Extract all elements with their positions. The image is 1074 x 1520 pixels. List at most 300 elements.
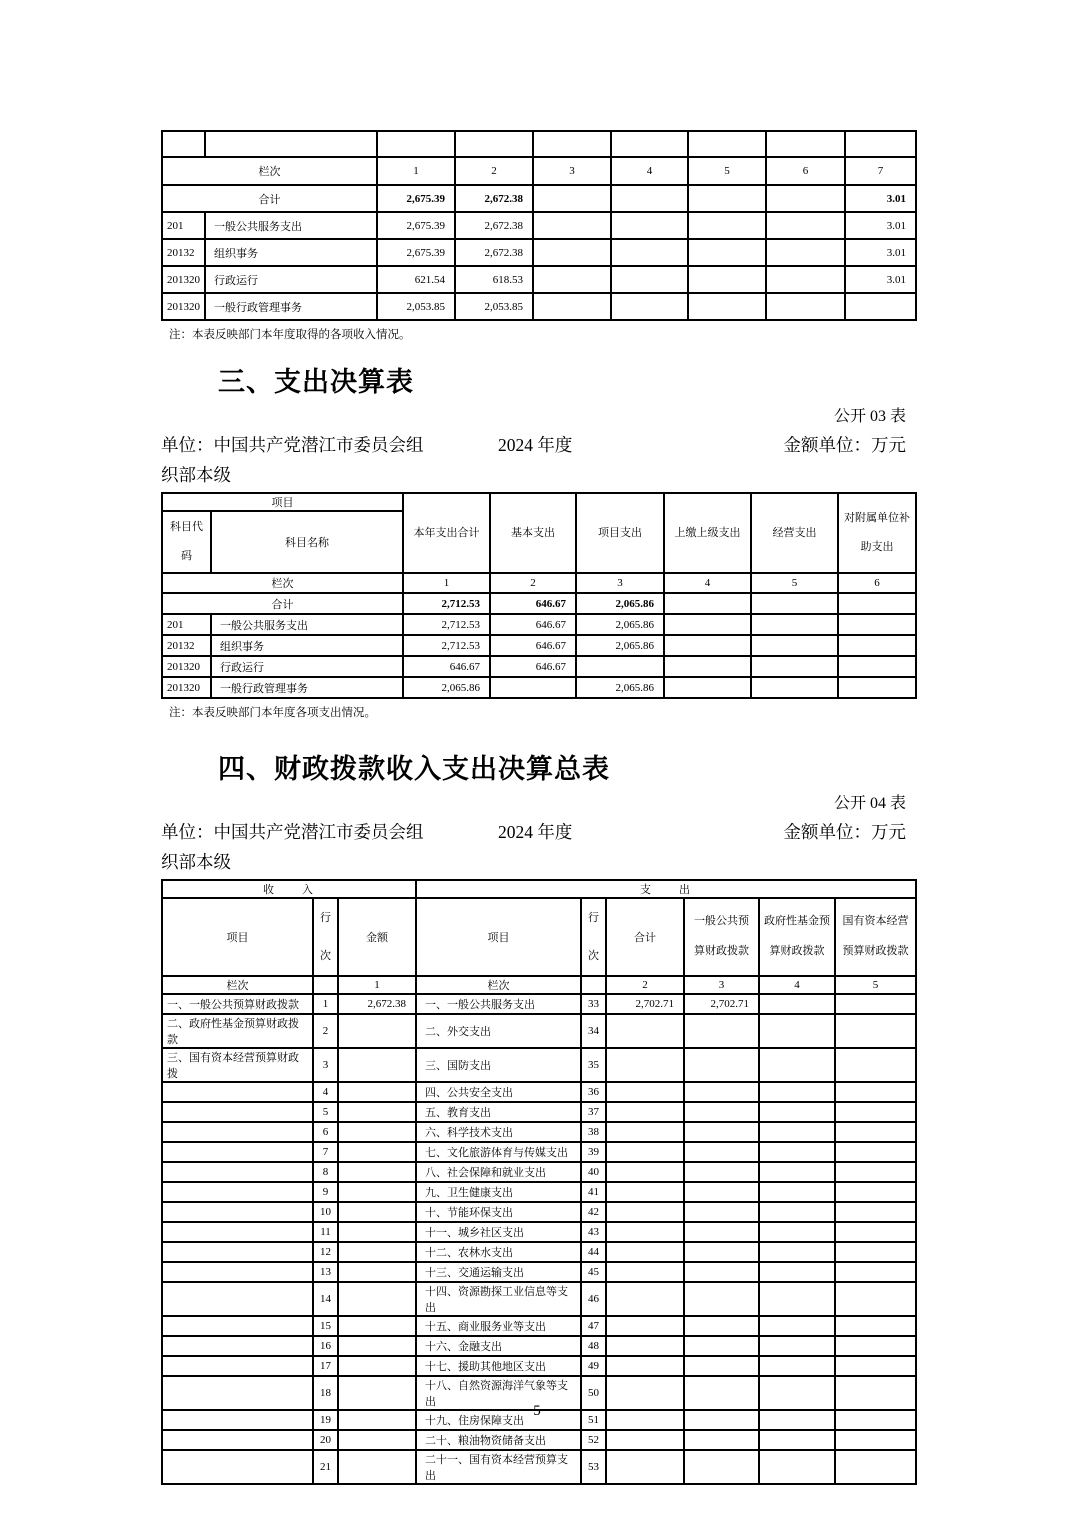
value-cell: 2,065.86 — [576, 635, 664, 656]
column-index-row — [162, 573, 916, 593]
total-value: 2,065.86 — [576, 593, 664, 614]
total-row — [162, 593, 916, 614]
expense-line-no-cell: 33 — [581, 994, 606, 1014]
total-value — [664, 593, 751, 614]
value-cell: 646.67 — [403, 656, 490, 677]
expense-line-no-cell: 40 — [581, 1162, 606, 1182]
expense-line-no-cell: 44 — [581, 1242, 606, 1262]
state-capital-cell — [835, 1048, 916, 1082]
total-label: 合计 — [162, 593, 403, 614]
name-header: 科目名称 — [211, 511, 403, 573]
value-cell: 2,065.86 — [576, 677, 664, 698]
expense-group-header: 支 出 — [416, 880, 916, 898]
general-budget-cell — [684, 1222, 759, 1242]
state-capital-cell — [835, 1430, 916, 1450]
subject-name-cell: 一般公共服务支出 — [205, 212, 377, 239]
subject-code-cell: 201 — [162, 614, 211, 635]
income-line-no-cell: 16 — [313, 1336, 338, 1356]
state-capital-cell — [835, 1242, 916, 1262]
income-line-no-cell: 19 — [313, 1410, 338, 1430]
expense-item-cell: 六、科学技术支出 — [416, 1122, 581, 1142]
col-header: 对附属单位补助支出 — [838, 493, 916, 573]
expense-line-no-cell: 41 — [581, 1182, 606, 1202]
total-value: 2,675.39 — [377, 185, 455, 212]
gov-fund-cell — [759, 1122, 835, 1142]
gov-fund-cell — [759, 1142, 835, 1162]
table-row — [162, 1242, 916, 1262]
value-cell: 2,675.39 — [377, 239, 455, 266]
income-line-header: 行次 — [313, 898, 338, 976]
income-line-no-cell: 3 — [313, 1048, 338, 1082]
expense-item-cell: 十一、城乡社区支出 — [416, 1222, 581, 1242]
expense-line-no-cell: 49 — [581, 1356, 606, 1376]
state-capital-cell — [835, 1336, 916, 1356]
state-capital-cell — [835, 1222, 916, 1242]
general-budget-header: 一般公共预算财政拨款 — [684, 898, 759, 976]
income-item-cell — [162, 1262, 313, 1282]
income-item-cell — [162, 1162, 313, 1182]
value-cell — [766, 266, 845, 293]
total-value — [766, 185, 845, 212]
general-budget-cell — [684, 1048, 759, 1082]
fiscal-year: 2024 年度 — [498, 435, 573, 455]
income-line-no-cell: 11 — [313, 1222, 338, 1242]
general-budget-cell — [684, 1182, 759, 1202]
gov-fund-cell — [759, 1222, 835, 1242]
subject-name-cell: 一般行政管理事务 — [205, 293, 377, 320]
state-capital-cell — [835, 1162, 916, 1182]
total-label: 合计 — [162, 185, 377, 212]
value-cell — [838, 656, 916, 677]
value-cell — [688, 293, 766, 320]
gov-fund-cell — [759, 1082, 835, 1102]
expense-item-cell: 十五、商业服务业等支出 — [416, 1316, 581, 1336]
expense-line-no-cell: 38 — [581, 1122, 606, 1142]
income-item-cell — [162, 1222, 313, 1242]
income-table-note: 注：本表反映部门本年度取得的各项收入情况。 — [169, 329, 411, 341]
expense-item-cell: 四、公共安全支出 — [416, 1082, 581, 1102]
expense-table-note: 注：本表反映部门本年度各项支出情况。 — [169, 707, 376, 719]
subject-code-cell: 20132 — [162, 635, 211, 656]
col-no: 4 — [611, 157, 688, 185]
expense-total-cell — [606, 1222, 684, 1242]
expense-line-no-cell: 48 — [581, 1336, 606, 1356]
empty-cell — [313, 976, 338, 994]
total-value — [838, 593, 916, 614]
value-cell — [766, 239, 845, 266]
subject-code-cell: 201320 — [162, 293, 205, 320]
income-amount-cell — [338, 1222, 416, 1242]
col-no: 4 — [664, 573, 751, 593]
total-value — [751, 593, 838, 614]
income-amount-cell: 2,672.38 — [338, 994, 416, 1014]
expense-item-cell: 十九、住房保障支出 — [416, 1410, 581, 1430]
value-cell — [664, 677, 751, 698]
total-value — [688, 185, 766, 212]
value-cell — [838, 635, 916, 656]
table-row — [162, 1014, 916, 1048]
table-row — [162, 1048, 916, 1082]
empty-cell — [611, 131, 688, 157]
income-amount-cell — [338, 1048, 416, 1082]
value-cell — [688, 212, 766, 239]
income-amount-cell — [338, 1202, 416, 1222]
general-budget-cell: 2,702.71 — [684, 994, 759, 1014]
subject-name-cell: 行政运行 — [205, 266, 377, 293]
subject-code-cell: 201320 — [162, 656, 211, 677]
total-value: 646.67 — [490, 593, 576, 614]
value-cell: 3.01 — [845, 239, 916, 266]
income-amount-cell — [338, 1356, 416, 1376]
expense-line-no-cell: 35 — [581, 1048, 606, 1082]
expense-total-cell — [606, 1082, 684, 1102]
value-cell: 2,712.53 — [403, 635, 490, 656]
col-no: 7 — [845, 157, 916, 185]
income-line-no-cell: 9 — [313, 1182, 338, 1202]
general-budget-cell — [684, 1014, 759, 1048]
total-value: 2,672.38 — [455, 185, 533, 212]
state-capital-cell — [835, 1202, 916, 1222]
gov-fund-cell — [759, 1048, 835, 1082]
income-line-no-cell: 18 — [313, 1376, 338, 1410]
income-item-cell — [162, 1122, 313, 1142]
expense-line-no-cell: 47 — [581, 1316, 606, 1336]
expense-line-no-cell: 46 — [581, 1282, 606, 1316]
table-row — [162, 1336, 916, 1356]
general-budget-cell — [684, 1142, 759, 1162]
expense-item-cell: 十八、自然资源海洋气象等支出 — [416, 1376, 581, 1410]
income-item-cell — [162, 1282, 313, 1316]
table-row — [162, 1282, 916, 1316]
table-row — [162, 677, 916, 698]
expense-total-cell — [606, 1014, 684, 1048]
table-row — [162, 1222, 916, 1242]
state-capital-cell — [835, 1356, 916, 1376]
general-budget-cell — [684, 1262, 759, 1282]
empty-cell — [533, 131, 611, 157]
state-capital-cell — [835, 1450, 916, 1484]
expense-total-cell — [606, 1282, 684, 1316]
col-no: 3 — [533, 157, 611, 185]
unit-name: 单位：中国共产党潜江市委员会组织部本级 — [161, 822, 424, 872]
income-item-cell — [162, 1316, 313, 1336]
expense-total-cell — [606, 1142, 684, 1162]
col-header: 本年支出合计 — [403, 493, 490, 573]
income-line-no-cell: 13 — [313, 1262, 338, 1282]
expense-line-no-cell: 39 — [581, 1142, 606, 1162]
income-line-no-cell: 14 — [313, 1282, 338, 1316]
value-cell — [664, 656, 751, 677]
general-budget-cell — [684, 1336, 759, 1356]
section-title-summary: 四、财政拨款收入支出决算总表 — [218, 754, 610, 784]
income-group-header: 收 入 — [162, 880, 416, 898]
gov-fund-cell — [759, 1430, 835, 1450]
lanci-label: 栏次 — [162, 573, 403, 593]
income-item-cell — [162, 1430, 313, 1450]
gov-fund-cell — [759, 1014, 835, 1048]
empty-cell — [205, 131, 377, 157]
value-cell — [533, 212, 611, 239]
table-row — [162, 1430, 916, 1450]
amount-unit: 金额单位：万元 — [783, 435, 906, 455]
income-item-cell — [162, 1082, 313, 1102]
income-line-no-cell: 20 — [313, 1430, 338, 1450]
subject-name-cell: 一般公共服务支出 — [211, 614, 403, 635]
page-content — [161, 130, 915, 1485]
value-cell — [766, 212, 845, 239]
income-line-no-cell: 4 — [313, 1082, 338, 1102]
table-row — [162, 1162, 916, 1182]
expense-total-cell — [606, 1336, 684, 1356]
unit-name: 单位：中国共产党潜江市委员会组织部本级 — [161, 435, 424, 485]
subject-code-cell: 201 — [162, 212, 205, 239]
expense-total-cell — [606, 1356, 684, 1376]
empty-cell — [455, 131, 533, 157]
value-cell — [533, 266, 611, 293]
table-row — [162, 1262, 916, 1282]
table-row — [162, 1182, 916, 1202]
subject-name-cell: 组织事务 — [211, 635, 403, 656]
col-no: 2 — [455, 157, 533, 185]
general-budget-cell — [684, 1102, 759, 1122]
value-cell — [688, 266, 766, 293]
table-row — [162, 131, 916, 157]
total-value: 2,712.53 — [403, 593, 490, 614]
income-amount-cell — [338, 1262, 416, 1282]
income-amount-cell — [338, 1102, 416, 1122]
table-row — [162, 266, 916, 293]
table-row — [162, 1356, 916, 1376]
page-number: 5 — [533, 1403, 541, 1419]
value-cell — [611, 212, 688, 239]
value-cell: 3.01 — [845, 266, 916, 293]
empty-cell — [162, 131, 205, 157]
gov-fund-cell — [759, 1202, 835, 1222]
expense-line-no-cell: 51 — [581, 1410, 606, 1430]
table-row — [162, 1082, 916, 1102]
col-no: 1 — [377, 157, 455, 185]
expense-total-cell — [606, 1182, 684, 1202]
expense-total-cell — [606, 1202, 684, 1222]
expense-line-header: 行次 — [581, 898, 606, 976]
general-budget-cell — [684, 1450, 759, 1484]
value-cell — [664, 614, 751, 635]
state-capital-cell — [835, 1282, 916, 1316]
subject-code-cell: 201320 — [162, 677, 211, 698]
value-cell: 2,065.86 — [403, 677, 490, 698]
general-budget-cell — [684, 1282, 759, 1316]
gov-fund-cell — [759, 994, 835, 1014]
expense-item-cell: 十、节能环保支出 — [416, 1202, 581, 1222]
gov-fund-cell — [759, 1182, 835, 1202]
col-no: 2 — [606, 976, 684, 994]
group-header-row — [162, 880, 916, 898]
unit-info-line — [161, 817, 915, 879]
lanci-label: 栏次 — [162, 157, 377, 185]
header-row — [162, 493, 916, 511]
state-capital-cell — [835, 1182, 916, 1202]
general-budget-cell — [684, 1356, 759, 1376]
income-item-cell — [162, 1182, 313, 1202]
code-header: 科目代码 — [162, 511, 211, 573]
lanci-label: 栏次 — [162, 976, 313, 994]
col-no: 1 — [338, 976, 416, 994]
subject-name-cell: 一般行政管理事务 — [211, 677, 403, 698]
table-row — [162, 1202, 916, 1222]
value-cell — [576, 656, 664, 677]
expense-total-cell — [606, 1316, 684, 1336]
value-cell — [766, 293, 845, 320]
gov-fund-cell — [759, 1162, 835, 1182]
income-line-no-cell: 1 — [313, 994, 338, 1014]
expense-item-cell: 二十、粮油物资储备支出 — [416, 1430, 581, 1450]
expense-item-cell: 二、外交支出 — [416, 1014, 581, 1048]
col-no: 2 — [490, 573, 576, 593]
income-amount-cell — [338, 1182, 416, 1202]
income-amount-cell — [338, 1142, 416, 1162]
col-header: 上缴上级支出 — [664, 493, 751, 573]
general-budget-cell — [684, 1202, 759, 1222]
col-no: 5 — [835, 976, 916, 994]
expense-table — [161, 492, 917, 699]
total-value: 3.01 — [845, 185, 916, 212]
value-cell — [751, 614, 838, 635]
value-cell: 3.01 — [845, 212, 916, 239]
value-cell: 621.54 — [377, 266, 455, 293]
income-amount-cell — [338, 1014, 416, 1048]
column-index-row — [162, 976, 916, 994]
table-row — [162, 614, 916, 635]
header-row — [162, 898, 916, 976]
expense-total-cell — [606, 1242, 684, 1262]
table-row — [162, 635, 916, 656]
expense-project-header: 项目 — [416, 898, 581, 976]
state-capital-cell — [835, 1102, 916, 1122]
income-amount-cell — [338, 1282, 416, 1316]
section-title-expense: 三、支出决算表 — [218, 367, 414, 397]
value-cell — [533, 239, 611, 266]
general-budget-cell — [684, 1242, 759, 1262]
income-line-no-cell: 6 — [313, 1122, 338, 1142]
table-row — [162, 1450, 916, 1484]
value-cell: 2,065.86 — [576, 614, 664, 635]
income-item-cell — [162, 1142, 313, 1162]
value-cell: 2,053.85 — [377, 293, 455, 320]
value-cell — [490, 677, 576, 698]
col-header: 项目支出 — [576, 493, 664, 573]
expense-line-no-cell: 53 — [581, 1450, 606, 1484]
expense-item-cell: 十六、金融支出 — [416, 1336, 581, 1356]
col-no: 6 — [766, 157, 845, 185]
subject-name-cell: 行政运行 — [211, 656, 403, 677]
income-line-no-cell: 10 — [313, 1202, 338, 1222]
value-cell — [533, 293, 611, 320]
col-no: 5 — [751, 573, 838, 593]
table-row — [162, 293, 916, 320]
value-cell — [751, 677, 838, 698]
col-header: 基本支出 — [490, 493, 576, 573]
state-capital-cell — [835, 1122, 916, 1142]
expense-total-cell — [606, 1450, 684, 1484]
table-row — [162, 1316, 916, 1336]
income-amount-cell — [338, 1242, 416, 1262]
expense-total-cell — [606, 1048, 684, 1082]
value-cell: 2,672.38 — [455, 239, 533, 266]
expense-item-cell: 一、一般公共服务支出 — [416, 994, 581, 1014]
col-header: 经营支出 — [751, 493, 838, 573]
state-capital-cell — [835, 1142, 916, 1162]
income-item-cell — [162, 1102, 313, 1122]
income-line-no-cell: 21 — [313, 1450, 338, 1484]
value-cell: 2,053.85 — [455, 293, 533, 320]
income-amount-cell — [338, 1082, 416, 1102]
income-line-no-cell: 7 — [313, 1142, 338, 1162]
value-cell: 646.67 — [490, 614, 576, 635]
amount-unit: 金额单位：万元 — [783, 822, 906, 842]
expense-total-cell — [606, 1430, 684, 1450]
expense-item-cell: 十七、援助其他地区支出 — [416, 1356, 581, 1376]
value-cell — [838, 614, 916, 635]
total-value — [533, 185, 611, 212]
col-no: 3 — [684, 976, 759, 994]
lanci-label: 栏次 — [416, 976, 581, 994]
total-header: 合计 — [606, 898, 684, 976]
expense-total-cell: 2,702.71 — [606, 994, 684, 1014]
expense-item-cell: 三、国防支出 — [416, 1048, 581, 1082]
income-item-cell — [162, 1356, 313, 1376]
table-row — [162, 212, 916, 239]
gov-fund-cell — [759, 1316, 835, 1336]
expense-item-cell: 八、社会保障和就业支出 — [416, 1162, 581, 1182]
gov-fund-cell — [759, 1282, 835, 1316]
empty-cell — [845, 131, 916, 157]
gov-fund-cell — [759, 1356, 835, 1376]
value-cell — [751, 656, 838, 677]
income-item-cell — [162, 1202, 313, 1222]
income-table — [161, 130, 917, 321]
subject-code-cell: 201320 — [162, 266, 205, 293]
total-row — [162, 185, 916, 212]
table-row — [162, 656, 916, 677]
expense-line-no-cell: 36 — [581, 1082, 606, 1102]
col-no: 6 — [838, 573, 916, 593]
expense-item-cell: 十二、农林水支出 — [416, 1242, 581, 1262]
value-cell: 2,672.38 — [455, 212, 533, 239]
expense-line-no-cell: 50 — [581, 1376, 606, 1410]
unit-info-line — [161, 430, 915, 492]
income-item-cell: 三、国有资本经营预算财政拨 — [162, 1048, 313, 1082]
value-cell: 618.53 — [455, 266, 533, 293]
general-budget-cell — [684, 1122, 759, 1142]
value-cell — [845, 293, 916, 320]
table-row — [162, 994, 916, 1014]
general-budget-cell — [684, 1162, 759, 1182]
col-no: 3 — [576, 573, 664, 593]
income-item-cell: 一、一般公共预算财政拨款 — [162, 994, 313, 1014]
expense-total-cell — [606, 1102, 684, 1122]
income-line-no-cell: 2 — [313, 1014, 338, 1048]
income-line-no-cell: 5 — [313, 1102, 338, 1122]
fiscal-year: 2024 年度 — [498, 822, 573, 842]
income-amount-cell — [338, 1162, 416, 1182]
value-cell: 646.67 — [490, 635, 576, 656]
expense-total-cell — [606, 1122, 684, 1142]
col-no: 5 — [688, 157, 766, 185]
gov-fund-header: 政府性基金预算财政拨款 — [759, 898, 835, 976]
income-amount-cell — [338, 1122, 416, 1142]
empty-cell — [688, 131, 766, 157]
project-header: 项目 — [162, 493, 403, 511]
